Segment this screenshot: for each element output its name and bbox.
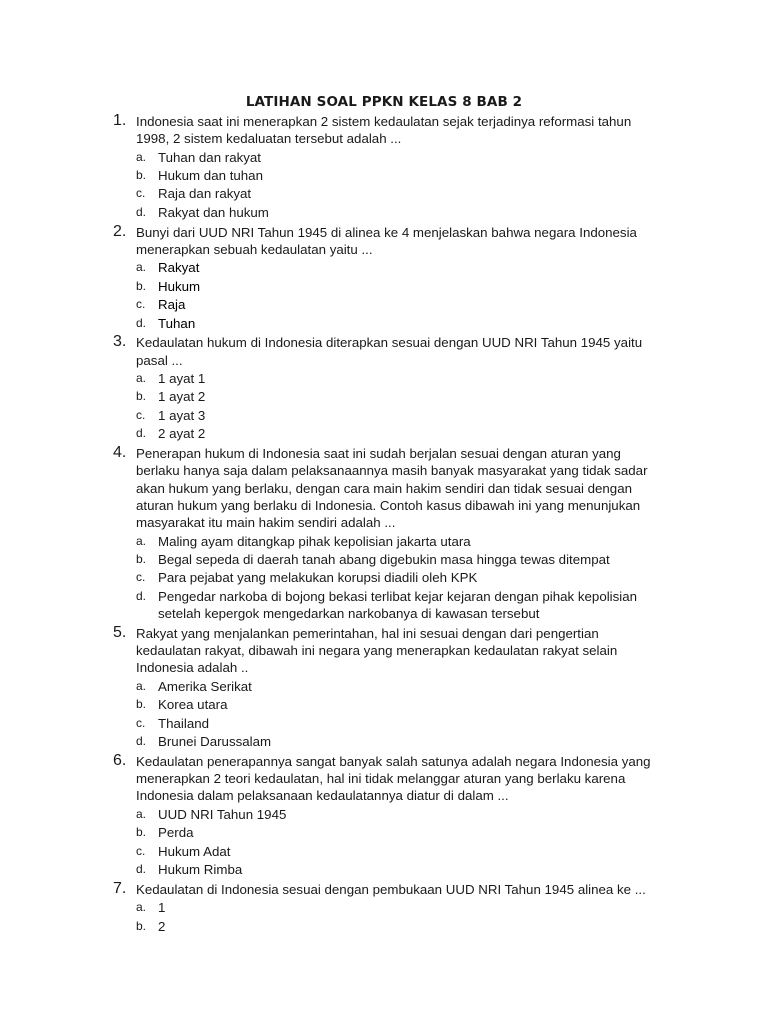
answer-option — [136, 569, 656, 586]
option-letter: b. — [136, 918, 147, 933]
option-letter: c. — [136, 570, 146, 585]
option-text: Thailand — [158, 715, 210, 731]
option-letter: c. — [136, 843, 146, 858]
question-item — [0, 624, 656, 750]
answer-option — [136, 167, 656, 184]
question-item — [0, 223, 656, 332]
question-text: Kedaulatan hukum di Indonesia diterapkan sesuai dengan UUD NRI Tahun 1945 yaitu pasal ... — [136, 335, 643, 368]
option-letter: d. — [136, 861, 147, 876]
question-text: Bunyi dari UUD NRI Tahun 1945 di alinea ke 4 menjelaskan bahwa negara Indonesia menerapkan sebuah kedaulatan yaitu ... — [136, 224, 637, 257]
option-list — [136, 678, 656, 750]
option-letter: c. — [136, 186, 146, 201]
answer-option — [136, 296, 656, 313]
option-text: Rakyat dan hukum — [158, 204, 269, 220]
option-text: Korea utara — [158, 697, 228, 713]
option-text: Maling ayam ditangkap pihak kepolisian jakarta utara — [158, 533, 471, 549]
answer-option — [136, 715, 656, 732]
option-list — [136, 533, 656, 623]
question-text: Rakyat yang menjalankan pemerintahan, hal ini sesuai dengan dari pengertian kedaulatan rakyat, dibawah ini negara yang menerapkan kedaulatan rakyat selain Indonesia adalah .. — [136, 625, 618, 676]
answer-option — [136, 696, 656, 713]
option-text: Raja — [158, 297, 186, 313]
answer-option — [136, 824, 656, 841]
question-item — [0, 444, 656, 622]
answer-option — [136, 204, 656, 221]
answer-option — [136, 918, 656, 935]
option-text: Hukum — [158, 278, 201, 294]
option-letter: b. — [136, 551, 147, 566]
option-letter: b. — [136, 278, 147, 293]
option-text: 1 ayat 3 — [158, 407, 206, 423]
option-letter: a. — [136, 806, 147, 821]
option-list — [136, 370, 656, 442]
question-item — [0, 333, 656, 442]
question-item — [0, 112, 656, 221]
option-text: Hukum Rimba — [158, 861, 243, 877]
option-text: 1 ayat 1 — [158, 371, 206, 386]
option-list — [136, 259, 656, 331]
question-text: Kedaulatan penerapannya sangat banyak salah satunya adalah negara Indonesia yang menerapkan 2 teori kedaulatan, hal ini tidak melanggar aturan yang berlaku karena Indonesia dalam pelaksanaan kedaulatannya diatur di dalam ... — [136, 753, 651, 804]
question-item — [0, 752, 656, 878]
answer-option — [136, 315, 656, 332]
answer-option — [136, 843, 656, 860]
answer-option — [136, 388, 656, 405]
option-text: Amerika Serikat — [158, 678, 252, 694]
option-text: UUD NRI Tahun 1945 — [158, 806, 287, 822]
answer-option — [136, 533, 656, 550]
option-text: 1 ayat 2 — [158, 389, 206, 405]
option-text: Raja dan rakyat — [158, 186, 252, 202]
option-text: Brunei Darussalam — [158, 733, 272, 749]
option-text: Rakyat — [158, 260, 200, 276]
option-text: Hukum Adat — [158, 843, 231, 859]
option-letter: a. — [136, 149, 147, 164]
option-letter: a. — [136, 260, 147, 275]
option-letter: a. — [136, 533, 147, 548]
answer-option — [136, 407, 656, 424]
question-list — [0, 112, 768, 935]
answer-option — [136, 370, 656, 387]
question-number: 2. — [113, 222, 127, 240]
question-number: 4. — [113, 443, 127, 461]
option-list — [136, 899, 656, 935]
option-letter: c. — [136, 297, 146, 312]
option-letter: d. — [136, 588, 147, 603]
answer-option — [136, 733, 656, 750]
question-text: Indonesia saat ini menerapkan 2 sistem kedaulatan sejak terjadinya reformasi tahun 1998, 2 sistem kedaluatan tersebut adalah ... — [136, 114, 632, 147]
question-number: 7. — [113, 879, 127, 897]
option-letter: a. — [136, 678, 147, 693]
option-letter: d. — [136, 733, 147, 748]
option-letter: b. — [136, 697, 147, 712]
answer-option — [136, 678, 656, 695]
option-text: 2 ayat 2 — [158, 426, 206, 442]
answer-option — [136, 149, 656, 166]
question-number: 6. — [113, 751, 127, 769]
answer-option — [136, 259, 656, 276]
option-text: Hukum dan tuhan — [158, 168, 263, 184]
question-text: Kedaulatan di Indonesia sesuai dengan pembukaan UUD NRI Tahun 1945 alinea ke ... — [136, 881, 646, 897]
answer-option — [136, 185, 656, 202]
option-text: Pengedar narkoba di bojong bekasi terlibat kejar kejaran dengan pihak kepolisian setelah kepergok mengedarkan narkobanya di kawasan tersebut — [158, 588, 638, 622]
answer-option — [136, 278, 656, 295]
answer-option — [136, 425, 656, 442]
question-item — [0, 880, 656, 935]
page-title: LATIHAN SOAL PPKN KELAS 8 BAB 2 — [245, 94, 523, 110]
option-letter: b. — [136, 825, 147, 840]
answer-option — [136, 588, 656, 623]
answer-option — [136, 899, 656, 916]
question-number: 5. — [113, 623, 127, 641]
option-text: Para pejabat yang melakukan korupsi diadili oleh KPK — [158, 570, 478, 586]
option-text: 2 — [158, 918, 166, 934]
option-letter: c. — [136, 715, 146, 730]
option-list — [136, 806, 656, 878]
option-text: Tuhan dan rakyat — [158, 149, 261, 165]
option-text: Tuhan — [158, 315, 196, 331]
option-text: Perda — [158, 825, 194, 841]
option-letter: b. — [136, 389, 147, 404]
answer-option — [136, 806, 656, 823]
option-list — [136, 149, 656, 221]
option-letter: a. — [136, 900, 147, 915]
question-number: 3. — [113, 333, 127, 351]
option-letter: b. — [136, 168, 147, 183]
answer-option — [136, 551, 656, 568]
option-letter: d. — [136, 204, 147, 219]
option-letter: d. — [136, 315, 147, 330]
option-letter: c. — [136, 407, 146, 422]
answer-option — [136, 861, 656, 878]
option-letter: a. — [136, 371, 147, 385]
question-number: 1. — [113, 112, 127, 129]
option-text: Begal sepeda di daerah tanah abang digebukin masa hingga tewas ditempat — [158, 551, 610, 567]
option-text: 1 — [158, 900, 166, 916]
question-text: Penerapan hukum di Indonesia saat ini sudah berjalan sesuai dengan aturan yang berlaku hanya saja dalam pelaksanaannya masih banyak masyarakat yang tidak sadar akan hukum yang berlaku, dengan cara main hakim sendiri dan tidak sesuai dengan aturan hukum yang berlaku di Indonesia. Contoh kasus dibawah ini yang menunjukan masyarakat itu main hakim sendiri adalah ... — [136, 445, 648, 531]
option-letter: d. — [136, 426, 147, 441]
